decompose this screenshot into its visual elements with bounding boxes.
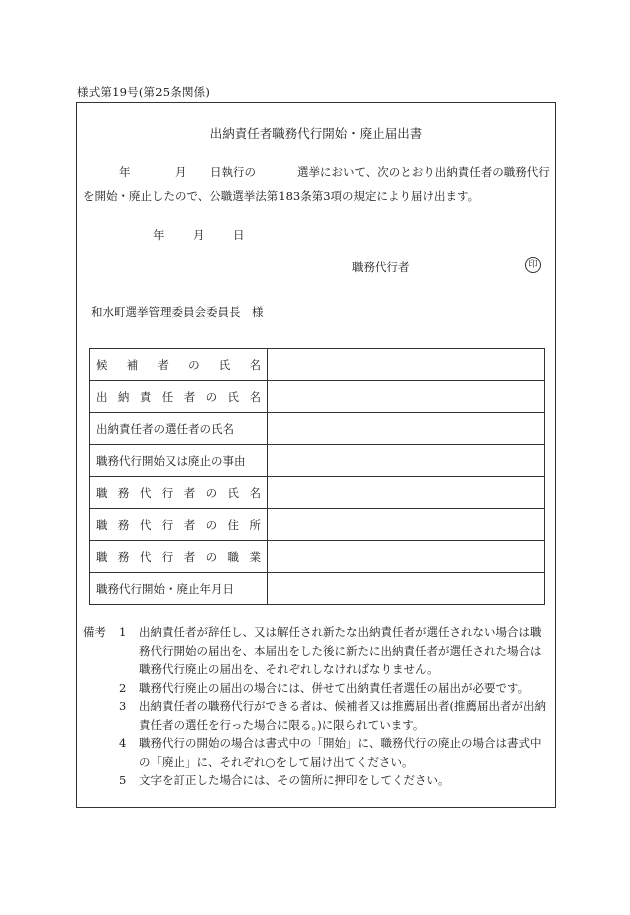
row-label-text: 職 務 代 行 者 の 職 業	[96, 549, 261, 564]
row-label-text: 職 務 代 行 者 の 住 所	[96, 517, 261, 532]
row-value-field[interactable]	[268, 573, 545, 605]
table-row	[90, 573, 545, 605]
table-row	[90, 381, 545, 413]
intro-day: 日執行の	[210, 165, 256, 179]
row-label-text: 職務代行開始・廃止年月日	[96, 581, 234, 596]
row-value-field[interactable]	[268, 445, 545, 477]
table-row	[90, 509, 545, 541]
note-number: 1	[119, 625, 127, 639]
table-row	[90, 349, 545, 381]
entries-table	[89, 348, 545, 605]
note-text: 出納責任者が辞任し、又は解任され新たな出納責任者が選任されない場合は職務代行開始の届出を、本届出をした後に新たに出納責任者が選任された場合は職務代行廃止の届出を、それぞれしなければなりません。	[139, 625, 542, 676]
row-value-field[interactable]	[268, 477, 545, 509]
row-label-text: 出 納 責 任 者 の 氏 名	[96, 389, 261, 404]
row-label	[90, 541, 268, 573]
row-value-field[interactable]	[268, 509, 545, 541]
row-label	[90, 381, 268, 413]
date-year: 年	[153, 228, 165, 242]
intro-election-text: 選挙において、次のとおり出納責任者の職務代行	[297, 165, 550, 179]
seal-mark: 印	[525, 257, 541, 273]
row-label	[90, 349, 268, 381]
note-item	[81, 734, 551, 771]
row-value-field[interactable]	[268, 541, 545, 573]
addressee: 和水町選挙管理委員会委員長 様	[91, 305, 264, 319]
note-number: 4	[119, 736, 127, 750]
note-item	[81, 697, 551, 734]
note-number: 5	[119, 773, 127, 787]
row-value-field[interactable]	[268, 381, 545, 413]
submission-date	[153, 227, 245, 243]
row-label	[90, 477, 268, 509]
row-label-text: 出納責任者の選任者の氏名	[96, 421, 234, 436]
table-row	[90, 541, 545, 573]
note-text: 職務代行の開始の場合は書式中の「開始」に、職務代行の廃止の場合は書式中の「廃止」に、それぞれ○をして届け出てください。	[139, 736, 542, 769]
row-label	[90, 413, 268, 445]
row-label-text: 候 補 者 の 氏 名	[96, 357, 261, 372]
row-value-field[interactable]	[268, 349, 545, 381]
row-value-field[interactable]	[268, 413, 545, 445]
note-text: 出納責任者の職務代行ができる者は、候補者又は推薦届出者(推薦届出者が出納責任者の選任を行った場合に限る。)に限られています。	[139, 699, 546, 732]
table-row	[90, 477, 545, 509]
intro-year: 年	[119, 165, 131, 179]
intro-month: 月	[175, 165, 187, 179]
row-label	[90, 445, 268, 477]
form-number: 様式第19号(第25条関係)	[77, 85, 211, 99]
row-label	[90, 509, 268, 541]
date-month: 月	[193, 228, 205, 242]
document-title: 出納責任者職務代行開始・廃止届出書	[209, 126, 423, 141]
note-text: 文字を訂正した場合には、その箇所に押印をしてください。	[139, 773, 450, 787]
date-day: 日	[233, 228, 245, 242]
note-item	[81, 679, 551, 698]
row-label-text: 職務代行開始又は廃止の事由	[96, 453, 246, 468]
row-label	[90, 573, 268, 605]
note-text: 職務代行廃止の届出の場合には、併せて出納責任者選任の届出が必要です。	[139, 680, 530, 695]
notes-heading: 備考	[83, 625, 106, 639]
note-item	[81, 623, 551, 679]
form-frame	[76, 102, 556, 808]
intro-line-2: を開始・廃止したので、公職選挙法第183条第3項の規定により届け出ます。	[83, 189, 480, 203]
note-number: 2	[119, 680, 127, 695]
note-item	[81, 771, 551, 790]
row-label-text: 職 務 代 行 者 の 氏 名	[96, 485, 261, 500]
deputy-label: 職務代行者	[352, 260, 410, 274]
note-number: 3	[119, 699, 127, 713]
table-row	[90, 413, 545, 445]
table-row	[90, 445, 545, 477]
notes-section	[81, 623, 551, 790]
